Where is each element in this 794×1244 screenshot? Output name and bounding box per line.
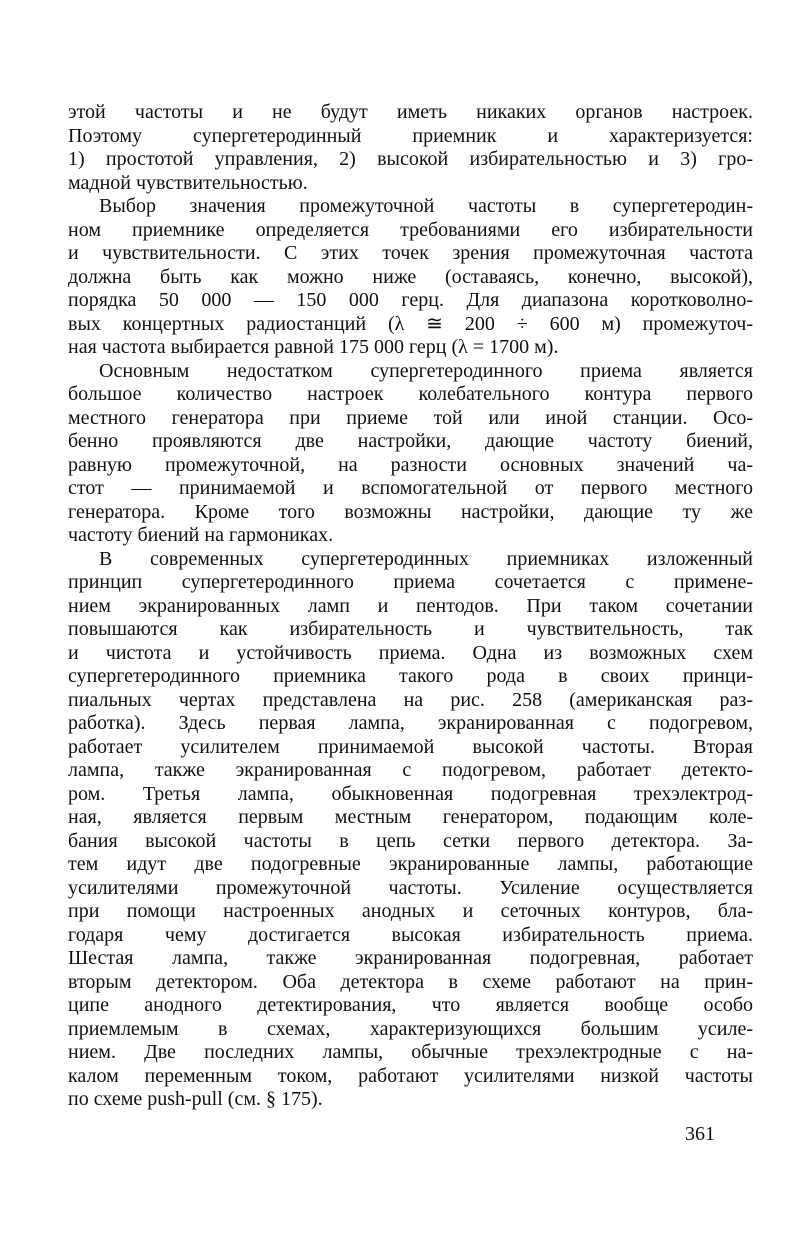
text-line: В современных супергетеродинных приемниках изложенный	[99, 547, 753, 570]
paragraph	[68, 548, 753, 1112]
text-line: большое количество настроек колебательного контура первого	[68, 383, 753, 405]
text-line: местного генератора при приеме той или иной станции. Осо-	[68, 406, 753, 429]
text-line: равную промежуточной, на разности основных значений ча-	[68, 453, 753, 476]
text-line: вторым детектором. Оба детектора в схеме работают на прин-	[68, 970, 753, 993]
text-line: Основным недостатком супергетеродинного приема является	[99, 359, 753, 382]
text-line: ром. Третья лампа, обыкновенная подогревная трехэлектрод-	[68, 782, 753, 805]
paragraph	[68, 360, 753, 548]
text-line: усилителями промежуточной частоты. Усиление осуществляется	[68, 876, 753, 899]
text-line: Шестая лампа, также экранированная подогревная, работает	[68, 947, 753, 969]
text-line: порядка 50 000 — 150 000 герц. Для диапазона коротковолно-	[68, 289, 753, 311]
text-line: и чистота и устойчивость приема. Одна из возможных схем	[68, 641, 753, 664]
text-line: калом переменным током, работают усилителями низкой частоты	[68, 1064, 753, 1087]
text-line: нием. Две последних лампы, обычные трехэлектродные с на-	[68, 1041, 753, 1063]
text-line: и чувствительности. С этих точек зрения промежуточная частота	[68, 242, 753, 264]
text-line: работает усилителем принимаемой высокой частоты. Вторая	[68, 735, 753, 758]
paragraph	[68, 195, 753, 360]
text-line: нием экранированных ламп и пентодов. При таком сочетании	[68, 594, 753, 617]
text-line: этой частоты и не будут иметь никаких органов настроек.	[68, 101, 753, 123]
text-line: ципе анодного детектирования, что является вообще особо	[68, 994, 753, 1016]
text-line: ном приемнике определяется требованиями его избирательности	[68, 218, 753, 241]
text-line: тем идут две подогревные экранированные лампы, работающие	[68, 853, 753, 875]
text-line: приемлемым в схемах, характеризующихся большим усиле-	[68, 1017, 753, 1040]
body-text	[68, 101, 753, 1112]
text-line: работка). Здесь первая лампа, экранированная с подогревом,	[68, 712, 753, 734]
text-line: пиальных чертах представлена на рис. 258 (американская раз-	[68, 688, 753, 711]
text-line: стот — принимаемой и вспомогательной от первого местного	[68, 477, 753, 499]
text-line: частоту биений на гармониках.	[68, 524, 334, 546]
text-line: Поэтому супергетеродинный приемник и характеризуется:	[68, 124, 753, 147]
text-line: Выбор значения промежуточной частоты в супергетеродин-	[99, 195, 753, 217]
text-line: ная частота выбирается равной 175 000 герц (λ = 1700 м).	[68, 336, 559, 358]
text-line: ная, является первым местным генератором, подающим коле-	[68, 806, 753, 828]
text-line: мадной чувствительностью.	[68, 171, 308, 194]
text-line: генератора. Кроме того возможны настройки, дающие ту же	[68, 500, 753, 523]
text-line: по схеме push-pull (см. § 175).	[68, 1088, 323, 1110]
text-line: при помощи настроенных анодных и сеточных контуров, бла-	[68, 900, 753, 922]
paragraph	[68, 101, 753, 195]
text-line: принцип супергетеродинного приема сочетается с примене-	[68, 571, 753, 593]
page-number: 361	[685, 1123, 715, 1145]
text-line: бания высокой частоты в цепь сетки первого детектора. За-	[68, 829, 753, 852]
text-line: годаря чему достигается высокая избирательность приема.	[68, 923, 753, 946]
text-line: 1) простотой управления, 2) высокой избирательностью и 3) гро-	[68, 148, 753, 170]
text-line: лампа, также экранированная с подогревом, работает детекто-	[68, 759, 753, 781]
text-line: повышаются как избирательность и чувствительность, так	[68, 618, 753, 640]
text-line: должна быть как можно ниже (оставаясь, конечно, высокой),	[68, 265, 753, 288]
text-line: бенно проявляются две настройки, дающие частоту биений,	[68, 430, 753, 452]
text-line: супергетеродинного приемника такого рода в своих принци-	[68, 665, 753, 687]
text-line: вых концертных радиостанций (λ ≅ 200 ÷ 600 м) промежуточ-	[68, 312, 753, 335]
